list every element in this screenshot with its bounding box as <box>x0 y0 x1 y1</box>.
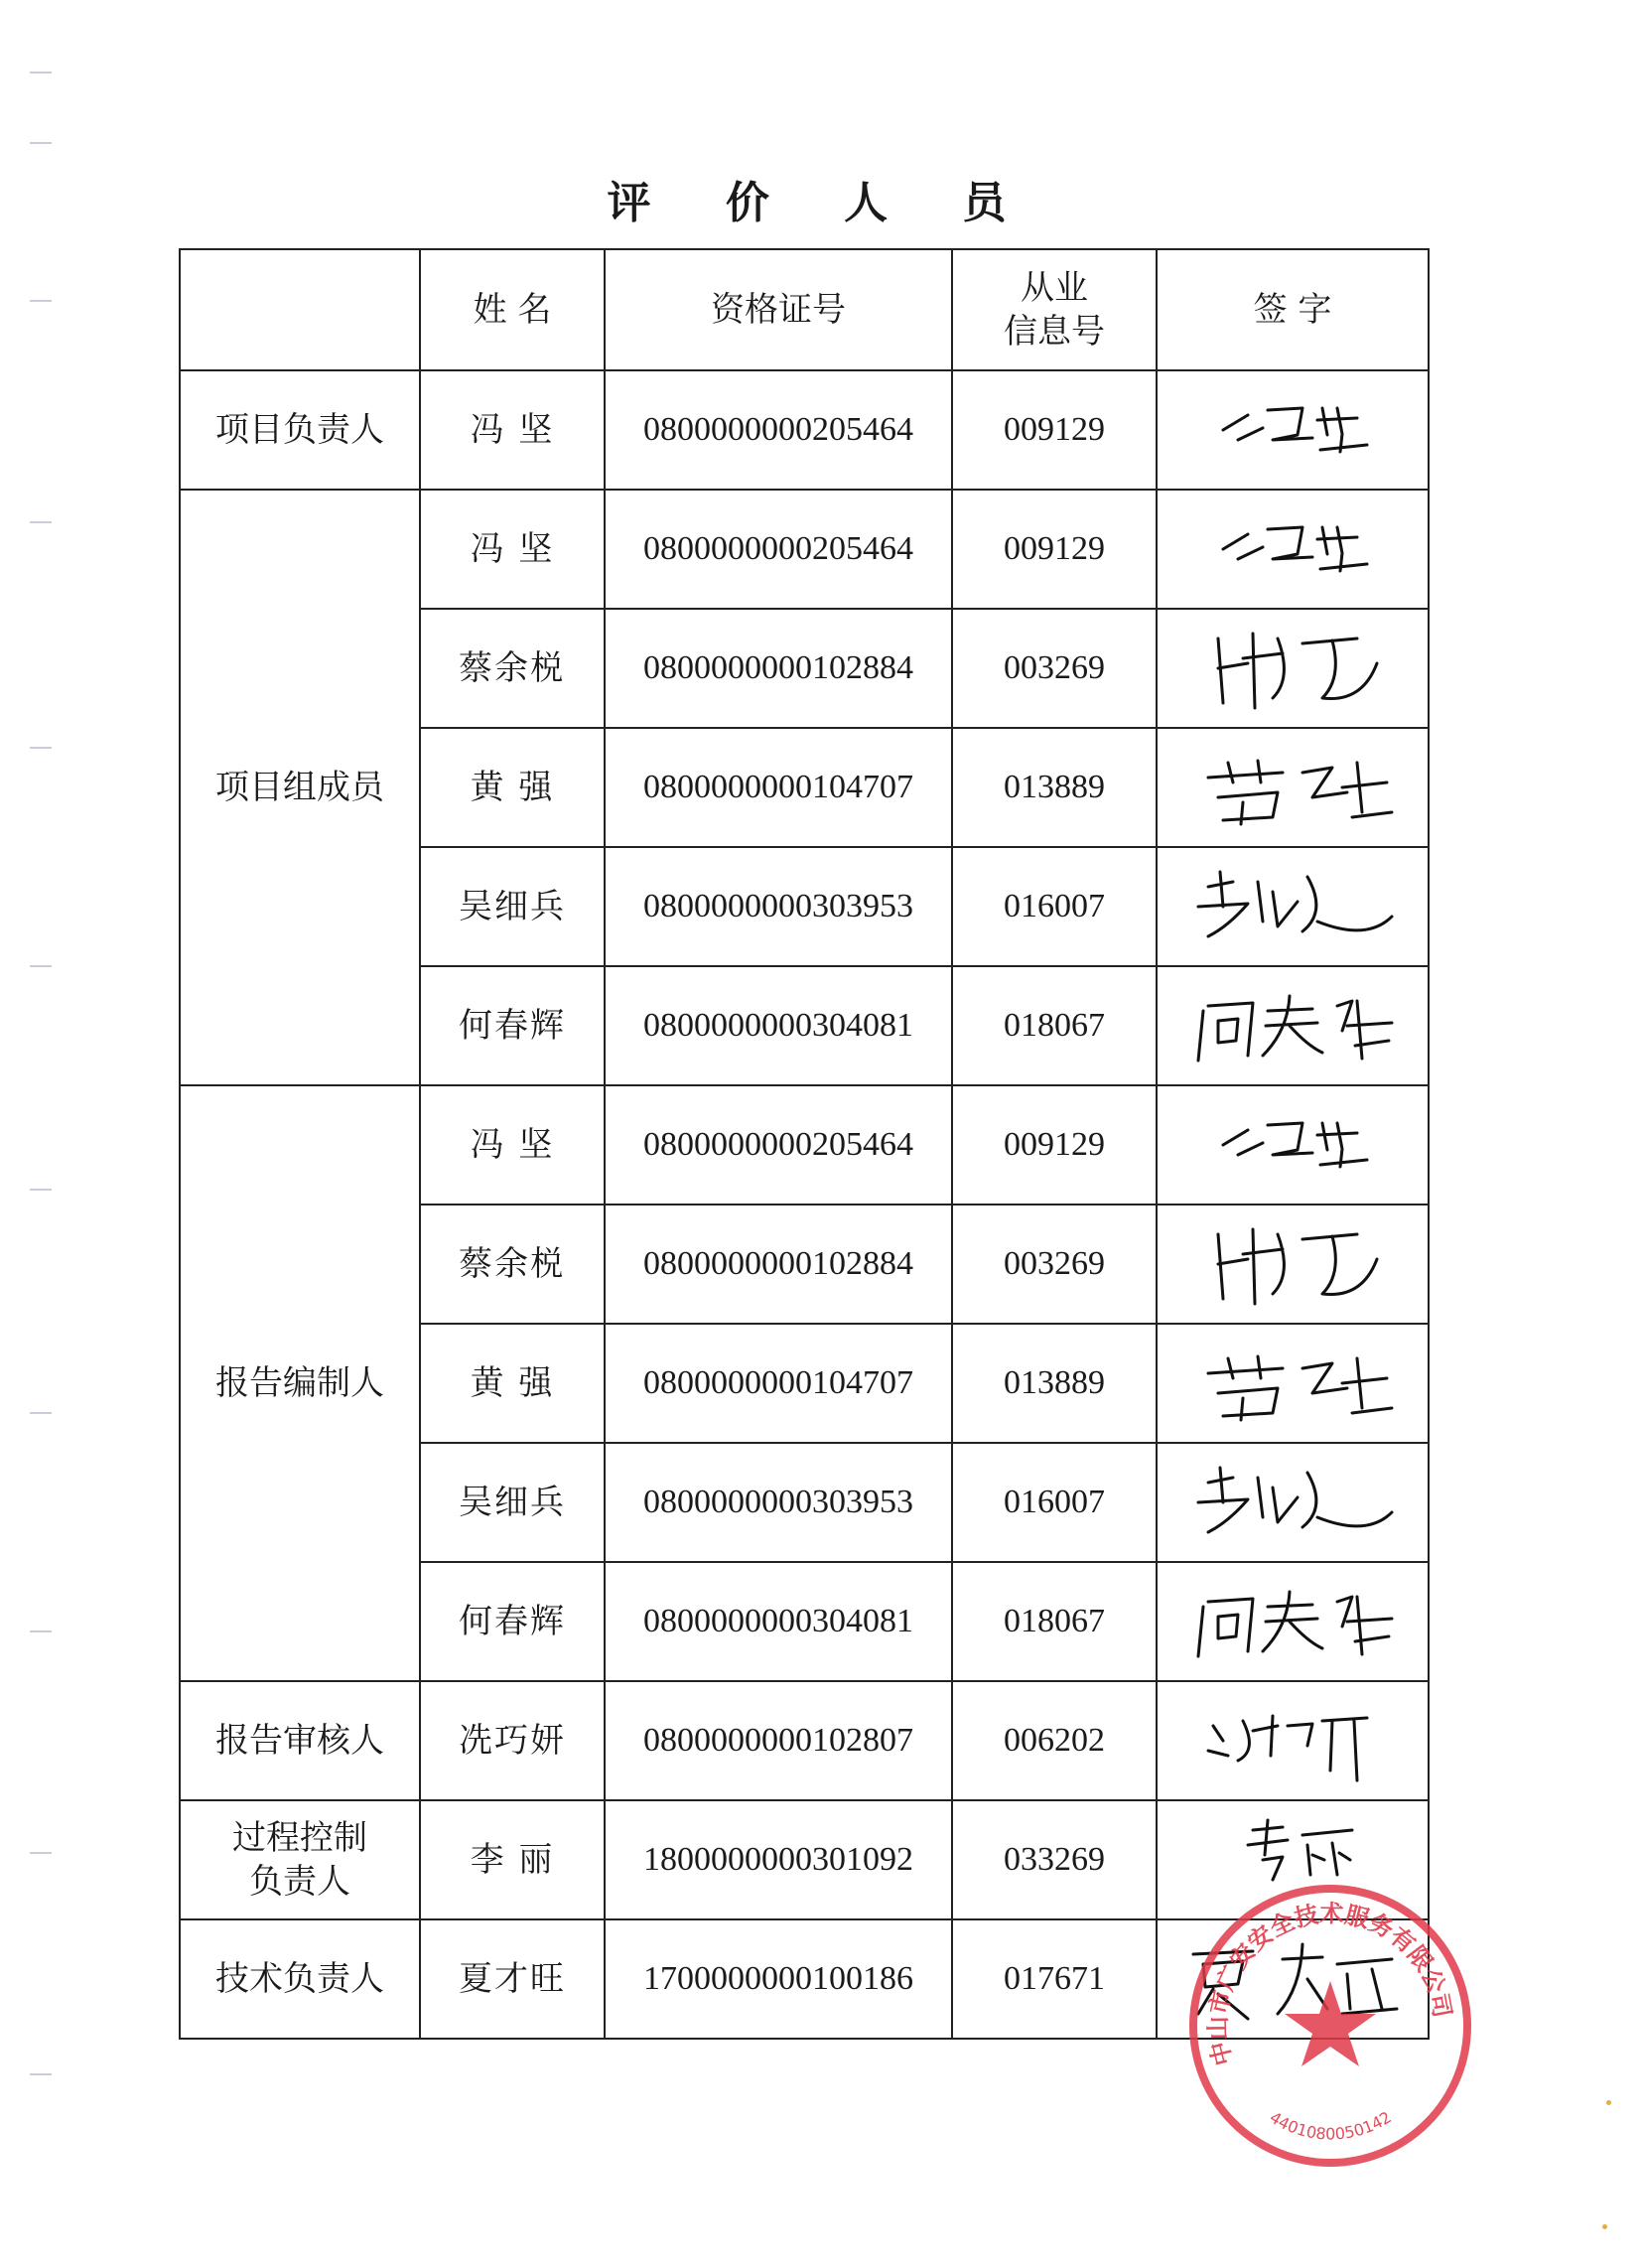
name-cell: 吴细兵 <box>420 847 605 966</box>
signature-image <box>1178 862 1407 951</box>
signature-cell <box>1157 1085 1429 1205</box>
signature-cell <box>1157 966 1429 1085</box>
header-role <box>180 249 420 370</box>
svg-text:4401080050142 <box>1267 2107 1395 2143</box>
cert-cell: 0800000000104707 <box>605 728 952 847</box>
signature-cell <box>1157 1681 1429 1800</box>
info-cell: 018067 <box>952 966 1157 1085</box>
info-cell: 016007 <box>952 847 1157 966</box>
cert-cell: 0800000000205464 <box>605 1085 952 1205</box>
table-row <box>180 370 1429 490</box>
margin-mark <box>30 521 52 523</box>
signature-image <box>1178 1577 1407 1666</box>
signature-image <box>1193 1105 1392 1185</box>
table-row <box>180 490 1429 609</box>
signature-image <box>1183 1214 1402 1314</box>
header-info <box>952 249 1157 370</box>
signature-image <box>1193 390 1392 470</box>
table-header-row <box>180 249 1429 370</box>
role-line1: 过程控制 <box>232 1817 367 1858</box>
staff-table <box>179 248 1430 2040</box>
cert-cell: 0800000000303953 <box>605 847 952 966</box>
header-name: 姓 名 <box>420 249 605 370</box>
signature-cell <box>1157 1205 1429 1324</box>
name-cell: 蔡余棁 <box>420 609 605 728</box>
info-cell: 009129 <box>952 490 1157 609</box>
name-cell: 蔡余棁 <box>420 1205 605 1324</box>
name-cell: 何春辉 <box>420 1562 605 1681</box>
margin-mark <box>30 1189 52 1191</box>
margin-mark <box>30 1852 52 1854</box>
header-sign: 签 字 <box>1157 249 1429 370</box>
role-line2: 负责人 <box>249 1862 350 1902</box>
info-cell: 009129 <box>952 370 1157 490</box>
info-cell: 003269 <box>952 1205 1157 1324</box>
cert-cell: 0800000000102884 <box>605 1205 952 1324</box>
margin-mark <box>30 2073 52 2075</box>
signature-image <box>1183 1696 1402 1785</box>
name-cell: 黄 强 <box>420 728 605 847</box>
cert-cell: 0800000000102807 <box>605 1681 952 1800</box>
cert-cell: 0800000000205464 <box>605 370 952 490</box>
margin-mark <box>30 71 52 73</box>
info-cell: 006202 <box>952 1681 1157 1800</box>
cert-cell: 0800000000104707 <box>605 1324 952 1443</box>
name-cell: 冯 坚 <box>420 370 605 490</box>
role-cell: 项目组成员 <box>180 490 420 1085</box>
name-cell: 冼巧妍 <box>420 1681 605 1800</box>
ink-speck <box>1602 2224 1607 2229</box>
signature-image <box>1183 1339 1402 1428</box>
table-row <box>180 1085 1429 1205</box>
signature-cell <box>1157 728 1429 847</box>
cert-cell: 1800000000301092 <box>605 1800 952 1919</box>
signature-cell <box>1157 1443 1429 1562</box>
header-info-line1: 从业 <box>1021 267 1088 308</box>
role-cell <box>180 1800 420 1919</box>
stamp-number: 4401080050142 <box>1266 2107 1395 2144</box>
signature-image <box>1183 743 1402 832</box>
cert-cell: 0800000000102884 <box>605 609 952 728</box>
signature-cell <box>1157 1324 1429 1443</box>
info-cell: 003269 <box>952 609 1157 728</box>
cert-cell: 1700000000100186 <box>605 1919 952 2039</box>
cert-cell: 0800000000205464 <box>605 490 952 609</box>
cert-cell: 0800000000304081 <box>605 1562 952 1681</box>
role-cell: 技术负责人 <box>180 1919 420 2039</box>
header-info-line2: 信息号 <box>1004 312 1105 352</box>
info-cell: 033269 <box>952 1800 1157 1919</box>
name-cell: 冯 坚 <box>420 490 605 609</box>
name-cell: 李 丽 <box>420 1800 605 1919</box>
info-cell: 016007 <box>952 1443 1157 1562</box>
name-cell: 夏才旺 <box>420 1919 605 2039</box>
name-cell: 何春辉 <box>420 966 605 1085</box>
info-cell: 018067 <box>952 1562 1157 1681</box>
signature-cell <box>1157 490 1429 609</box>
page-title: 评 价 人 员 <box>607 178 1036 228</box>
role-cell: 报告编制人 <box>180 1085 420 1681</box>
info-cell: 017671 <box>952 1919 1157 2039</box>
margin-mark <box>30 300 52 302</box>
name-cell: 冯 坚 <box>420 1085 605 1205</box>
stamp-text: 中山市广安安全技术服务有限公司 <box>1203 1900 1457 2068</box>
role-cell: 项目负责人 <box>180 370 420 490</box>
cert-cell: 0800000000303953 <box>605 1443 952 1562</box>
signature-cell <box>1157 370 1429 490</box>
info-cell: 009129 <box>952 1085 1157 1205</box>
header-cert: 资格证号 <box>605 249 952 370</box>
signature-image <box>1193 509 1392 589</box>
signature-image <box>1178 1458 1407 1547</box>
info-cell: 013889 <box>952 728 1157 847</box>
signature-cell <box>1157 1562 1429 1681</box>
ink-speck <box>1606 2100 1611 2105</box>
cert-cell: 0800000000304081 <box>605 966 952 1085</box>
signature-image <box>1178 981 1407 1070</box>
name-cell: 黄 强 <box>420 1324 605 1443</box>
margin-mark <box>30 747 52 749</box>
margin-mark <box>30 1630 52 1632</box>
signature-cell <box>1157 847 1429 966</box>
name-cell: 吴细兵 <box>420 1443 605 1562</box>
margin-mark <box>30 965 52 967</box>
table-row <box>180 1681 1429 1800</box>
role-cell: 报告审核人 <box>180 1681 420 1800</box>
info-cell: 013889 <box>952 1324 1157 1443</box>
margin-mark <box>30 1412 52 1414</box>
company-stamp <box>1181 1877 1479 2175</box>
signature-image <box>1183 619 1402 718</box>
signature-cell <box>1157 609 1429 728</box>
margin-mark <box>30 142 52 144</box>
